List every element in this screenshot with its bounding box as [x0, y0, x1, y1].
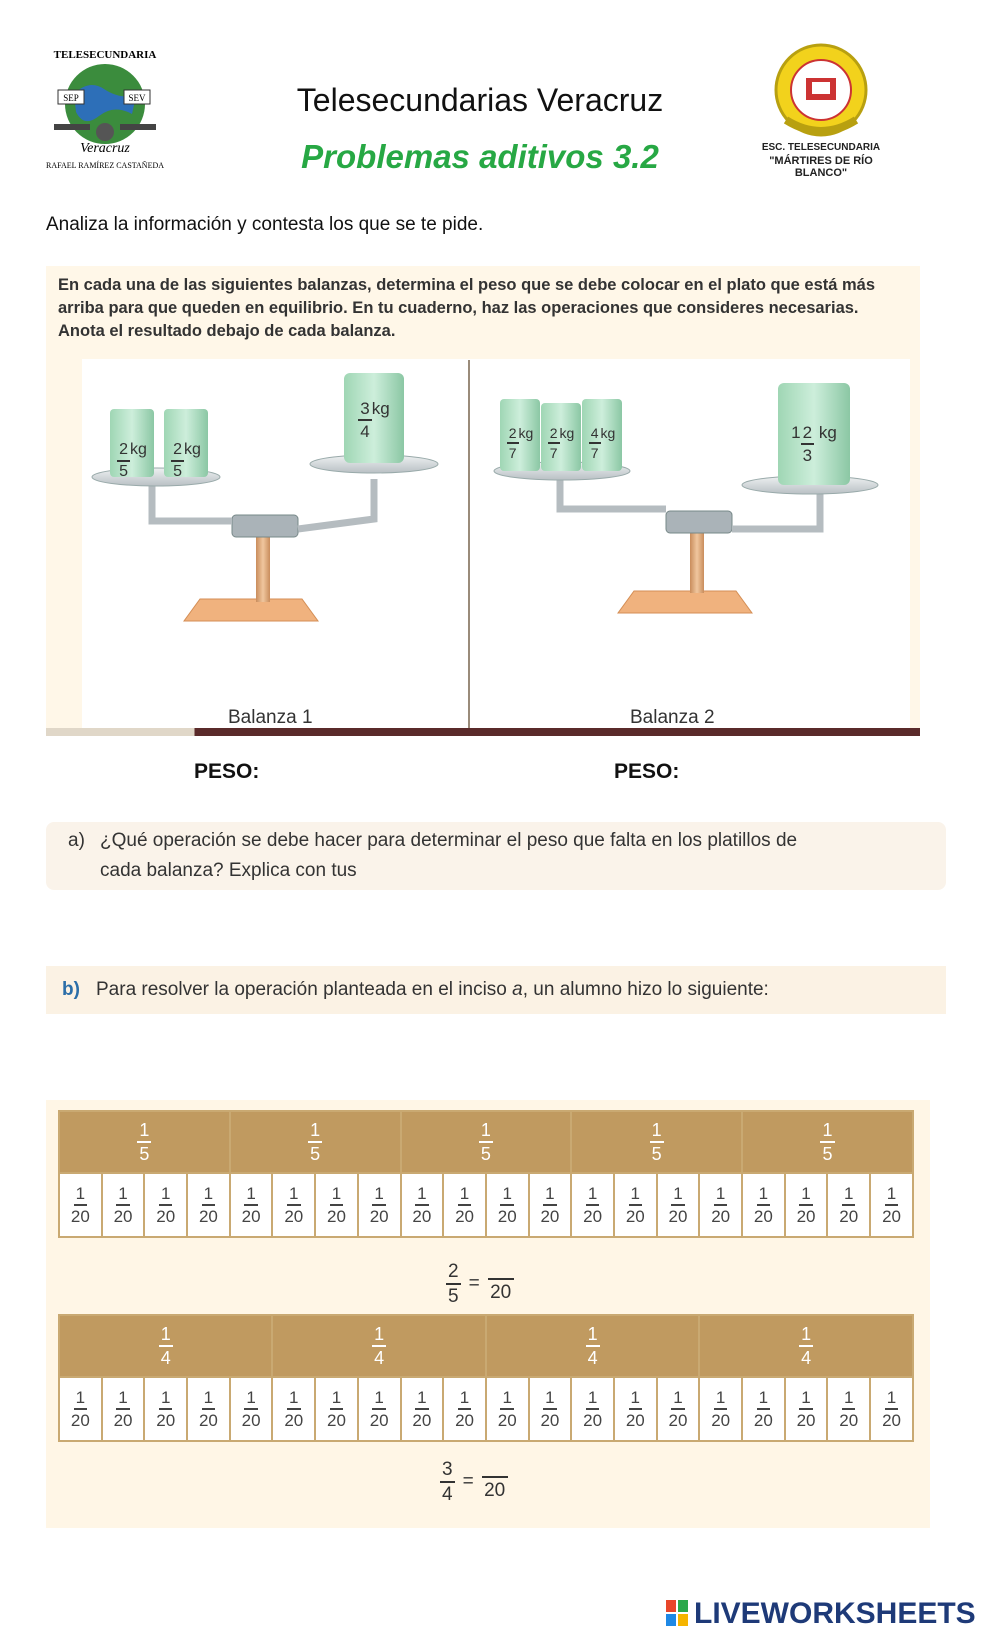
logo-left-script: Veracruz	[80, 141, 130, 156]
question-b-text: Para resolver la operación planteada en el inciso a, un alumno hizo lo siguiente:	[96, 979, 769, 1000]
strip-big-cell: $\frac{1}{4}$	[59, 1315, 272, 1377]
strip-small-cell: $\frac{1}{20}$	[102, 1377, 145, 1441]
strip-small-cell: $\frac{1}{20}$	[657, 1173, 700, 1237]
strip-small-cell: $\frac{1}{20}$	[443, 1173, 486, 1237]
b2-weight-1: $\frac{2}{7}$ kg	[508, 425, 534, 461]
question-a	[46, 822, 946, 890]
strip-small-cell: $\frac{1}{20}$	[358, 1377, 401, 1441]
strip-small-cell: $\frac{1}{20}$	[529, 1377, 572, 1441]
strip-small-cell: $\frac{1}{20}$	[59, 1377, 102, 1441]
strip-small-cell: $\frac{1}{20}$	[785, 1377, 828, 1441]
b1-weight-2: $\frac{2}{5}$ kg	[173, 441, 201, 480]
fraction-strips-panel	[46, 1100, 930, 1528]
panel-bottom-bar	[46, 728, 920, 736]
strip-small-cell: $\frac{1}{20}$	[102, 1173, 145, 1237]
question-a-letter: a)	[68, 830, 85, 851]
strip-big-cell: $\frac{1}{4}$	[699, 1315, 913, 1377]
footer-brand: LIVEWORKSHEETS	[694, 1597, 976, 1630]
peso-label-2: PESO:	[614, 760, 680, 783]
panel-instructions: En cada una de las siguientes balanzas, determina el peso que se debe colocar en el plato que está más arriba para que queden en equilibrio. En tu cuaderno, haz las operaciones que consideres necesarias. Anota el resultado debajo de cada balanza.	[58, 276, 876, 340]
logo-left-sep: SEP	[63, 93, 79, 103]
strip-small-cell: $\frac{1}{20}$	[614, 1173, 657, 1237]
strip-small-cell: $\frac{1}{20}$	[571, 1173, 614, 1237]
strip-big-cell: $\frac{1}{5}$	[59, 1111, 230, 1173]
strip-small-cell: $\frac{1}{20}$	[315, 1377, 358, 1441]
fraction-strip-quarters	[58, 1314, 914, 1442]
equation-1: $\frac{2}{5}$ = 20	[446, 1262, 514, 1306]
b1-weight-right: $\frac{3}{4}$ kg	[360, 399, 390, 441]
logo-right	[756, 42, 886, 179]
strip-big-cell: $\frac{1}{5}$	[230, 1111, 401, 1173]
strip-small-cell: $\frac{1}{20}$	[827, 1377, 870, 1441]
b1-weight-1: $\frac{2}{5}$ kg	[119, 441, 147, 480]
strip-small-cell: $\frac{1}{20}$	[742, 1377, 785, 1441]
strip-small-cell: $\frac{1}{20}$	[315, 1173, 358, 1237]
strip-small-cell: $\frac{1}{20}$	[144, 1377, 187, 1441]
logo-left	[44, 44, 166, 174]
strip-small-cell: $\frac{1}{20}$	[486, 1173, 529, 1237]
page-title: Telesecundarias Veracruz	[296, 82, 664, 118]
fraction-strip-fifths	[58, 1110, 914, 1238]
question-b	[46, 966, 946, 1014]
b2-weight-3: $\frac{4}{7}$ kg	[590, 425, 616, 461]
b2-weight-2: $\frac{2}{7}$ kg	[549, 425, 575, 461]
balanza-1-label: Balanza 1	[228, 707, 313, 728]
strip-small-cell: $\frac{1}{20}$	[529, 1173, 572, 1237]
instruction-text: Analiza la información y contesta los que se te pide.	[46, 214, 484, 235]
strip-big-cell: $\frac{1}{5}$	[742, 1111, 913, 1173]
strip-big-cell: $\frac{1}{5}$	[401, 1111, 572, 1173]
strip-small-cell: $\frac{1}{20}$	[187, 1377, 230, 1441]
page-subtitle: Problemas aditivos 3.2	[301, 138, 659, 175]
balanza-2-drawing	[494, 383, 878, 613]
strip-small-cell: $\frac{1}{20}$	[699, 1173, 742, 1237]
logo-right-line1: ESC. TELESECUNDARIA	[761, 142, 881, 153]
balanza-2-label: Balanza 2	[630, 707, 715, 728]
peso-label-1: PESO:	[194, 760, 260, 783]
strip-small-cell: $\frac{1}{20}$	[272, 1377, 315, 1441]
strip-big-cell: $\frac{1}{5}$	[571, 1111, 742, 1173]
strip-small-cell: $\frac{1}{20}$	[827, 1173, 870, 1237]
strip-small-cell: $\frac{1}{20}$	[486, 1377, 529, 1441]
balance-divider	[468, 360, 470, 730]
strip-small-cell: $\frac{1}{20}$	[785, 1173, 828, 1237]
strip-small-cell: $\frac{1}{20}$	[699, 1377, 742, 1441]
liveworksheets-icon	[666, 1600, 688, 1626]
strip-small-cell: $\frac{1}{20}$	[272, 1173, 315, 1237]
strip-small-cell: $\frac{1}{20}$	[870, 1377, 913, 1441]
b2-weight-right: 1 $\frac{2}{3}$ kg	[791, 423, 837, 465]
balance-panel	[46, 266, 920, 736]
question-a-line2: cada balanza? Explica con tus	[100, 860, 357, 881]
strip-small-cell: $\frac{1}{20}$	[443, 1377, 486, 1441]
strip-small-cell: $\frac{1}{20}$	[401, 1173, 444, 1237]
strip-small-cell: $\frac{1}{20}$	[230, 1173, 273, 1237]
strip-small-cell: $\frac{1}{20}$	[358, 1173, 401, 1237]
strip-small-cell: $\frac{1}{20}$	[870, 1173, 913, 1237]
strip-small-cell: $\frac{1}{20}$	[742, 1173, 785, 1237]
balance-scene	[82, 359, 910, 729]
logo-left-top: TELESECUNDARIA	[53, 49, 157, 61]
strip-small-cell: $\frac{1}{20}$	[59, 1173, 102, 1237]
strip-small-cell: $\frac{1}{20}$	[401, 1377, 444, 1441]
strip-small-cell: $\frac{1}{20}$	[187, 1173, 230, 1237]
logo-left-sev: SEV	[128, 93, 146, 103]
logo-left-bottom: RAFAEL RAMÍREZ CASTAÑEDA	[45, 161, 165, 170]
strip-small-cell: $\frac{1}{20}$	[657, 1377, 700, 1441]
question-b-letter: b)	[62, 979, 80, 1000]
strip-small-cell: $\frac{1}{20}$	[144, 1173, 187, 1237]
strip-big-cell: $\frac{1}{4}$	[272, 1315, 485, 1377]
strip-small-cell: $\frac{1}{20}$	[230, 1377, 273, 1441]
equation-2: $\frac{3}{4}$ = 20	[440, 1460, 508, 1504]
logo-right-line2: "MÁRTIRES DE RÍO BLANCO"	[769, 155, 873, 179]
strip-big-cell: $\frac{1}{4}$	[486, 1315, 699, 1377]
strip-small-cell: $\frac{1}{20}$	[571, 1377, 614, 1441]
question-a-line1: ¿Qué operación se debe hacer para determinar el peso que falta en los platillos de	[100, 830, 798, 851]
strip-small-cell: $\frac{1}{20}$	[614, 1377, 657, 1441]
